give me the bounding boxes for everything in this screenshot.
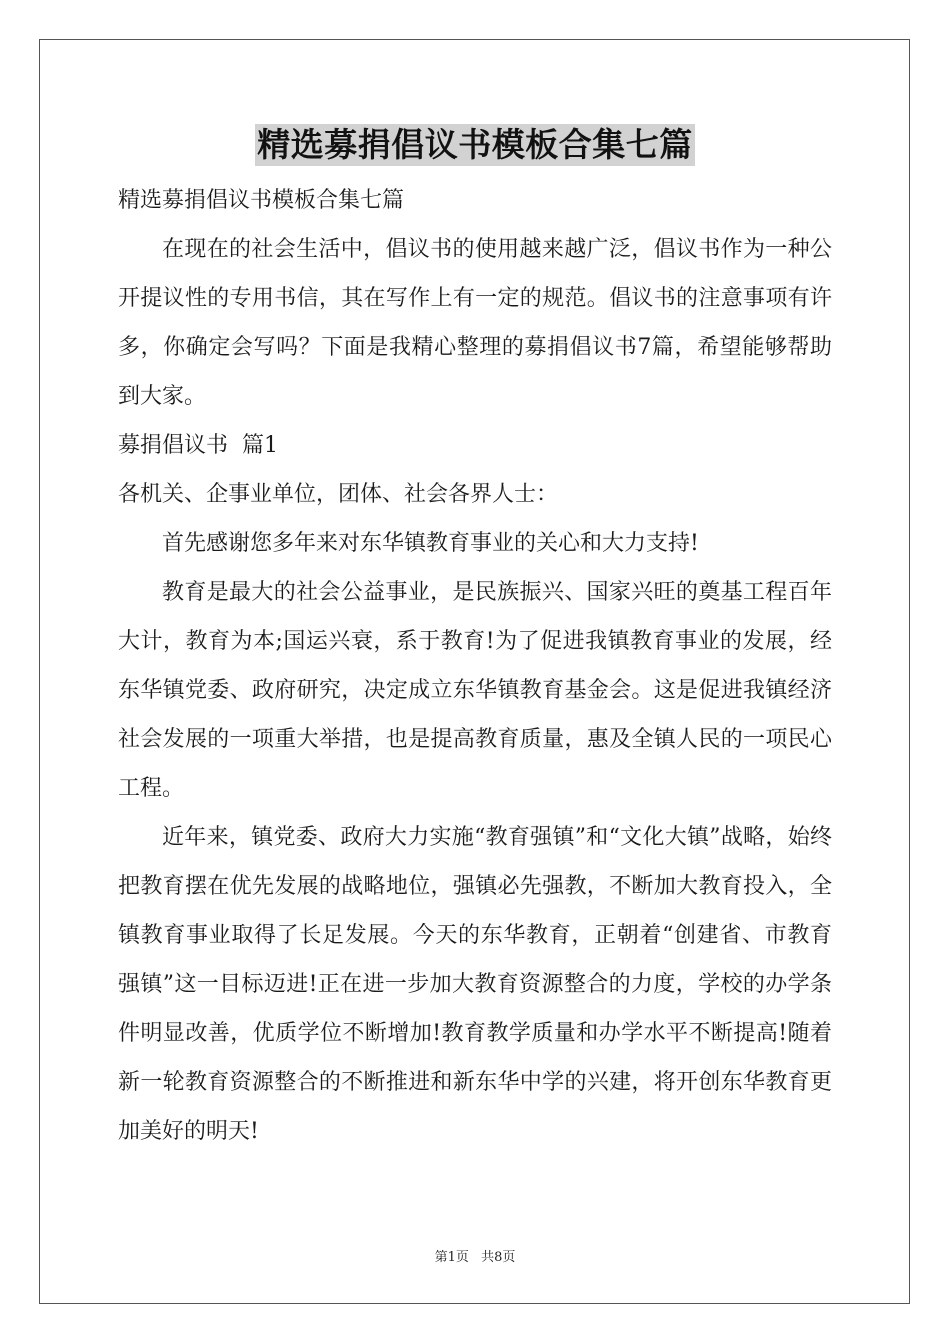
page-number: 第1页 <box>434 1250 469 1265</box>
document-title: 精选募捐倡议书模板合集七篇 <box>257 125 693 164</box>
title-container <box>0 124 950 166</box>
page-total: 共8页 <box>481 1250 516 1265</box>
intro-paragraph: 在现在的社会生活中，倡议书的使用越来越广泛，倡议书作为一种公开提议性的专用书信，其在写作上有一定的规范。倡议书的注意事项有许多，你确定会写吗？下面是我精心整理的募捐倡议书7篇，希望能够帮助到大家。 <box>118 237 832 409</box>
body-paragraph: 首先感谢您多年来对东华镇教育事业的关心和大力支持! <box>162 531 699 556</box>
body-paragraph: 教育是最大的社会公益事业，是民族振兴、国家兴旺的奠基工程百年大计，教育为本;国运兴衰，系于教育!为了促进我镇教育事业的发展，经东华镇党委、政府研究，决定成立东华镇教育基金会。这是促进我镇经济社会发展的一项重大举措，也是提高教育质量，惠及全镇人民的一项民心工程。 <box>118 580 832 801</box>
document-body <box>118 176 832 1156</box>
page-footer <box>0 1246 950 1265</box>
section-heading: 募捐倡议书 篇1 <box>118 433 278 458</box>
salutation: 各机关、企事业单位，团体、社会各界人士： <box>118 482 559 507</box>
document-subtitle: 精选募捐倡议书模板合集七篇 <box>118 188 405 213</box>
body-paragraph: 近年来，镇党委、政府大力实施“教育强镇”和“文化大镇”战略，始终把教育摆在优先发展的战略地位，强镇必先强教，不断加大教育投入，全镇教育事业取得了长足发展。今天的东华教育，正朝着“创建省、市教育强镇”这一目标迈进!正在进一步加大教育资源整合的力度，学校的办学条件明显改善，优质学位不断增加!教育教学质量和办学水平不断提高!随着新一轮教育资源整合的不断推进和新东华中学的兴建，将开创东华教育更加美好的明天! <box>118 825 832 1144</box>
